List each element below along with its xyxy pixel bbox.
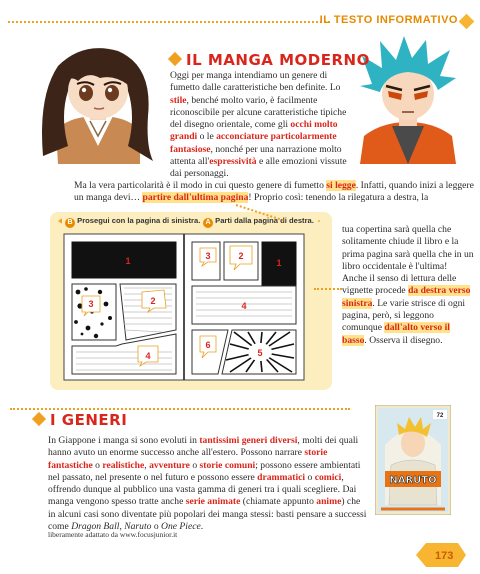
text-run: o	[189, 459, 200, 471]
right-panel-number: 5	[257, 348, 263, 358]
keyword: storie comuni	[199, 459, 256, 471]
text-run: o	[305, 471, 315, 483]
header-dotted-line	[8, 21, 330, 23]
text-run: . Infatti, quando inizi a leggere un manga devi…	[74, 180, 474, 204]
title-diamond-icon	[168, 52, 182, 66]
section-header	[0, 12, 480, 32]
text-run: o	[92, 459, 103, 471]
section-title-manga	[170, 51, 370, 69]
keyword: serie animate	[185, 496, 241, 508]
keyword: dall'alto verso il basso	[342, 322, 450, 346]
right-panel-number: 2	[238, 251, 244, 261]
title-italic: Dragon Ball	[71, 521, 120, 533]
connector-dotted-line	[314, 288, 342, 290]
source-credit: liberamente adattato da www.focusjunior.it	[48, 530, 178, 539]
text-run: ,	[144, 459, 150, 471]
keyword: tantissimi generi diversi	[199, 435, 298, 446]
paragraph-intro	[170, 70, 356, 181]
text-run: , nonché per una narrazione molto attenta all'	[170, 143, 342, 168]
text-run: . Le varie strisce di ogni pagina, però, si leggono comunque	[342, 297, 466, 334]
keyword: stile	[170, 94, 187, 106]
paragraph-genres	[48, 435, 370, 533]
left-panel-number: 1	[125, 256, 131, 266]
naruto-cover-image	[375, 405, 451, 515]
step-a-text: Parti dalla pagina di destra.	[215, 216, 314, 225]
text-run: ) che in alcuni casi sono diventate più popolari dei manga stessi: basti pensare a successi come	[48, 496, 367, 533]
cover-title: NARUTO	[389, 475, 437, 486]
page-number-badge	[412, 541, 468, 569]
step-b-badge: B	[65, 218, 75, 228]
cover-volume: 72	[436, 413, 444, 419]
keyword: comici	[314, 471, 342, 483]
text-run: tua copertina sarà quella che solitamente chiude il libro e la prima pagina sarà quella che in un libro occidentale è l'ultima! Anche il senso di lettura delle vignette procede	[342, 224, 474, 297]
text-run: , offrendo dunque al pubblico una vasta gamma di generi tra i quali scegliere. Dai manga vengono spesso tratte anche	[48, 471, 357, 508]
text-run: o	[151, 521, 162, 533]
step-b-label	[62, 214, 203, 228]
keyword: da destra verso sinistra	[342, 285, 471, 309]
text-run: o le	[197, 131, 217, 143]
keyword: avventure	[149, 459, 190, 471]
text-run: In Giappone i manga si sono evoluti in	[48, 435, 200, 446]
left-panel-number: 2	[150, 296, 156, 306]
text-run: , molti dei quali hanno avuto un enorme successo anche all'estero. Possono narrare	[48, 435, 359, 459]
text-run: .	[200, 521, 204, 533]
step-a-label	[200, 214, 317, 228]
title-diamond-icon	[32, 412, 46, 426]
section-title-generi	[34, 411, 127, 429]
keyword: espressività	[209, 156, 257, 168]
text-run: ; possono essere ambientati nel passato, nel presente o nel futuro e possono essere	[48, 459, 361, 483]
text-run: , benché molto vario, è facilmente riconoscibile per alcune caratteristiche tipiche del disegno orientale, come gli	[170, 94, 347, 131]
keyword: drammatici	[257, 471, 306, 483]
header-diamond-icon	[459, 14, 475, 30]
title-italic: Naruto	[124, 521, 152, 533]
text-run: . Osserva il disegno.	[364, 334, 443, 346]
right-panel-number: 6	[205, 340, 211, 350]
text-run: e alle emozioni vissute dai personaggi.	[170, 156, 347, 180]
keyword: acconciature particolarmente fantasiose	[170, 131, 337, 155]
keyword: anime	[316, 496, 342, 508]
keyword: realistiche	[102, 459, 145, 471]
keyword: si legge	[326, 180, 356, 191]
keyword: occhi molto grandi	[170, 119, 338, 143]
title-text: I GENERI	[50, 411, 128, 429]
text-run: (chiamate appunto	[240, 496, 317, 508]
left-panel-number: 3	[88, 299, 94, 309]
keyword: storie fantastiche	[48, 447, 328, 471]
paragraph-direction	[342, 224, 474, 347]
title-text: IL MANGA MODERNO	[186, 51, 370, 69]
right-panel-number: 4	[241, 301, 247, 311]
right-panel-number: 1	[276, 258, 282, 268]
keyword: partire dall'ultima pagina	[142, 192, 249, 204]
right-panel-number: 3	[205, 251, 211, 261]
title-italic: One Piece	[161, 521, 201, 533]
manga-girl-illustration	[28, 36, 168, 164]
page-number: 173	[435, 550, 454, 562]
text-run: ! Proprio così: tenendo la rilegatura a destra, la	[248, 192, 429, 204]
text-run: Ma la vera particolarità è il modo in cui questo genere di fumetto	[74, 180, 327, 191]
manga-book-diagram	[62, 232, 306, 382]
left-panel-number: 4	[145, 351, 151, 361]
section-label: IL TESTO INFORMATIVO	[319, 14, 458, 26]
text-run: ,	[119, 521, 125, 533]
section-separator	[10, 408, 350, 410]
paragraph-reading	[74, 180, 474, 205]
step-b-text: Prosegui con la pagina di sinistra.	[77, 216, 201, 225]
step-a-badge: A	[203, 218, 213, 228]
text-run: Oggi per manga intendiamo un genere di fumetto dalle caratteristiche ben definite. Lo	[170, 70, 341, 94]
left-panel-1	[72, 242, 176, 278]
